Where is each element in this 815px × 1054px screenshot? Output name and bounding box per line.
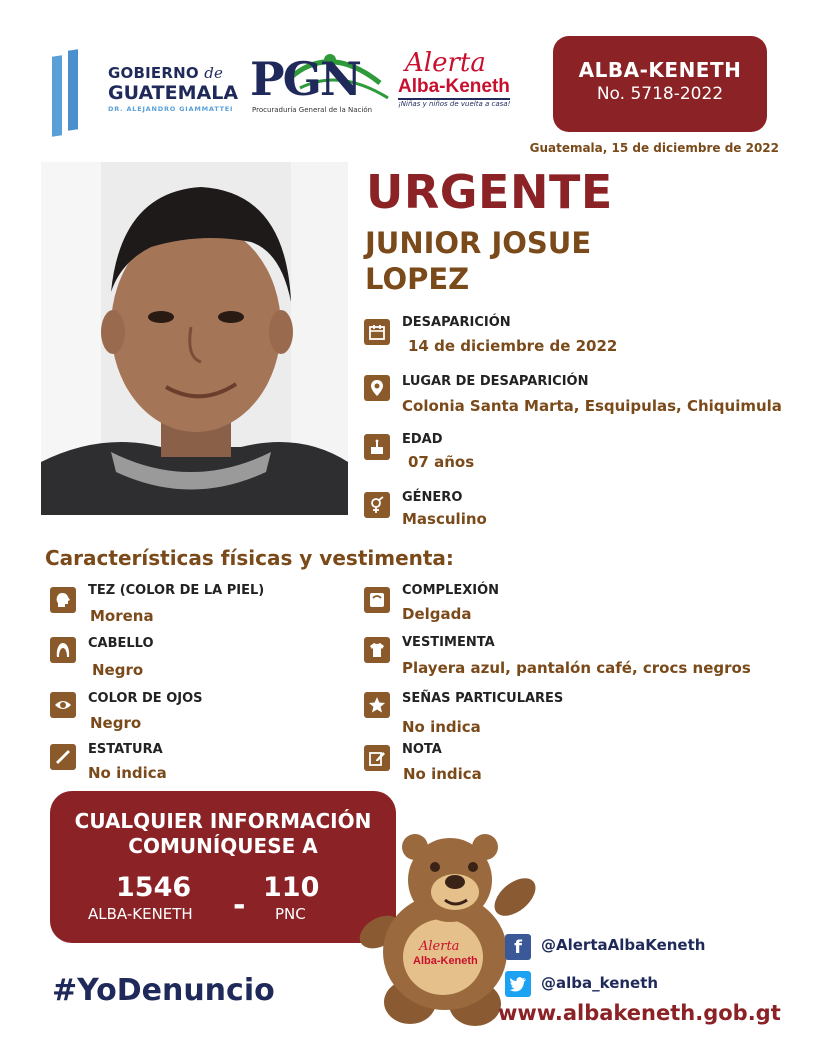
note-label: NOTA: [402, 742, 442, 757]
height-value: No indica: [88, 764, 167, 782]
build-value: Delgada: [402, 605, 472, 623]
disappearance-place-label: LUGAR DE DESAPARICIÓN: [402, 374, 589, 389]
alerta-tagline: ¡Niñas y niños de vuelta a casa!: [398, 100, 511, 108]
clothing-value: Playera azul, pantalón café, crocs negros: [402, 659, 751, 677]
alerta-word: Alerta: [405, 48, 486, 78]
height-label: ESTATURA: [88, 742, 163, 757]
eye-icon: [50, 692, 76, 718]
distinguishing-marks-value: No indica: [402, 718, 481, 736]
gov-line1: GOBIERNO de: [108, 64, 224, 82]
pgn-subtitle: Procuraduría General de la Nación: [252, 106, 373, 114]
contact-line2: COMUNÍQUESE A: [128, 834, 318, 858]
location-pin-icon: [364, 375, 390, 401]
phone-alba-keneth[interactable]: 1546: [116, 872, 192, 903]
urgent-heading: URGENTE: [366, 165, 613, 219]
phone-alba-keneth-label: ALBA-KENETH: [88, 905, 193, 923]
age-label: EDAD: [402, 432, 443, 447]
contact-line1: CUALQUIER INFORMACIÓN: [74, 809, 372, 833]
birthday-cake-icon: [364, 434, 390, 460]
case-number-badge: [553, 36, 767, 132]
disappearance-date-label: DESAPARICIÓN: [402, 315, 511, 330]
gov-line2: GUATEMALA: [108, 82, 239, 104]
build-label: COMPLEXIÓN: [402, 583, 500, 598]
gender-icon: [364, 492, 390, 518]
facebook-handle[interactable]: @AlertaAlbaKeneth: [541, 936, 706, 954]
alerta-name: Alba-Keneth: [398, 76, 510, 100]
hashtag: #YoDenuncio: [52, 973, 275, 1008]
tshirt-icon: [364, 637, 390, 663]
phone-separator: -: [233, 888, 246, 923]
case-number: No. 5718-2022: [596, 84, 724, 104]
facebook-icon[interactable]: f: [505, 934, 531, 960]
contact-info-box: [50, 791, 396, 943]
calendar-icon: [364, 319, 390, 345]
child-name-line1: JUNIOR JOSUE: [365, 226, 592, 260]
disappearance-date-value: 14 de diciembre de 2022: [408, 337, 618, 355]
twitter-icon[interactable]: [505, 971, 531, 997]
gov-line3: DR. ALEJANDRO GIAMMATTEI: [108, 105, 234, 113]
eye-color-label: COLOR DE OJOS: [88, 691, 203, 706]
skin-color-label: TEZ (COLOR DE LA PIEL): [88, 583, 265, 598]
issue-date: Guatemala, 15 de diciembre de 2022: [529, 141, 779, 155]
ruler-icon: [50, 744, 76, 770]
clothing-label: VESTIMENTA: [402, 635, 495, 650]
phone-pnc[interactable]: 110: [263, 872, 320, 903]
hair-icon: [50, 637, 76, 663]
gender-value: Masculino: [402, 510, 487, 528]
star-icon: [364, 692, 390, 718]
website-link[interactable]: www.albakeneth.gob.gt: [498, 1001, 781, 1025]
pgn-logo: [240, 48, 390, 120]
note-edit-icon: [364, 745, 390, 771]
gender-label: GÉNERO: [402, 490, 463, 505]
hair-value: Negro: [92, 661, 144, 679]
distinguishing-marks-label: SEÑAS PARTICULARES: [402, 691, 564, 706]
skin-color-value: Morena: [90, 607, 154, 625]
bear-name-text: Alba-Keneth: [413, 955, 478, 967]
age-value: 07 años: [408, 453, 475, 471]
alerta-alba-keneth-logo: [395, 48, 530, 120]
note-value: No indica: [403, 765, 482, 783]
characteristics-title: Características físicas y vestimenta:: [45, 546, 454, 570]
case-title: ALBA-KENETH: [578, 58, 742, 82]
head-profile-icon: [50, 587, 76, 613]
pgn-mark: PGN: [250, 52, 360, 106]
missing-child-photo: [41, 162, 348, 515]
child-name-line2: LOPEZ: [365, 262, 470, 296]
phone-pnc-label: PNC: [275, 905, 306, 923]
bear-alerta-text: Alerta: [419, 939, 460, 954]
disappearance-place-value: Colonia Santa Marta, Esquipulas, Chiquimula: [402, 397, 782, 415]
hair-label: CABELLO: [88, 636, 154, 651]
eye-color-value: Negro: [90, 714, 142, 732]
gobierno-guatemala-logo: [48, 50, 238, 132]
twitter-handle[interactable]: @alba_keneth: [541, 974, 659, 992]
scale-icon: [364, 587, 390, 613]
